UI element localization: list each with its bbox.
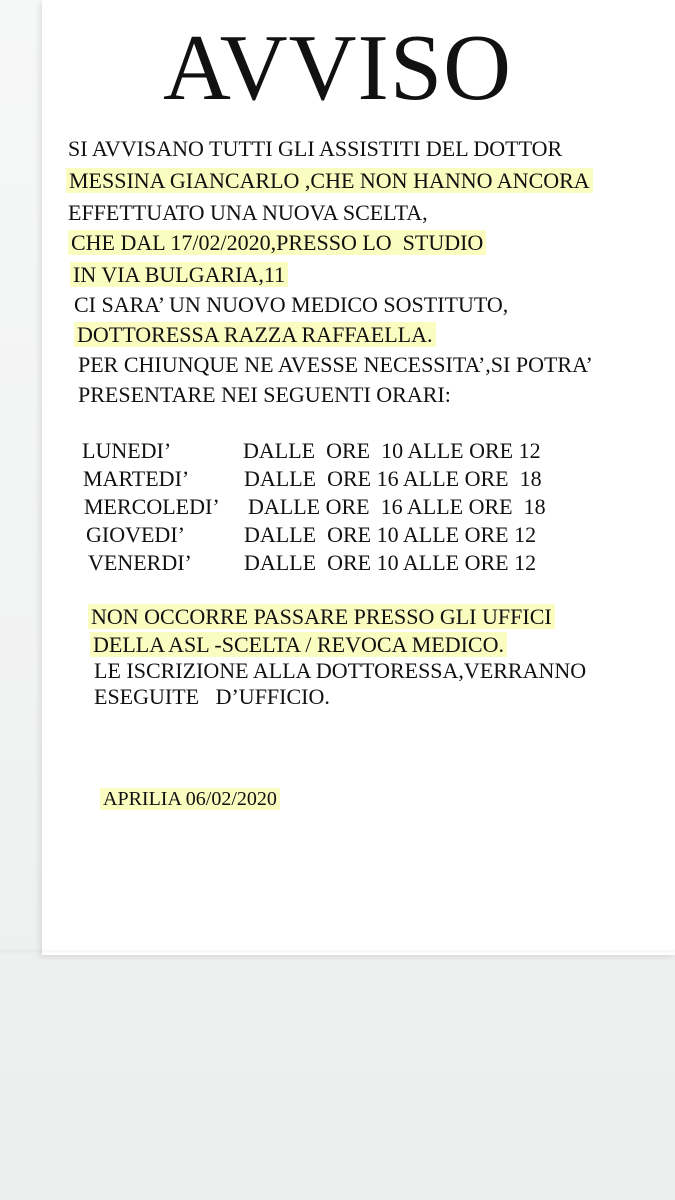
notice-line-1: SI AVVISANO TUTTI GLI ASSISTITI DEL DOTTOR: [68, 136, 563, 161]
notice-line-5: IN VIA BULGARIA,11: [70, 262, 288, 288]
schedule-day: GIOVEDI’: [86, 522, 185, 547]
schedule-day: LUNEDI’: [82, 438, 172, 463]
sheet-bottom-edge: [0, 950, 675, 954]
schedule-hours: DALLE ORE 16 ALLE ORE 18: [248, 494, 546, 519]
notice-line-6: CI SARA’ UN NUOVO MEDICO SOSTITUTO,: [74, 292, 509, 317]
notice-line-9: PRESENTARE NEI SEGUENTI ORARI:: [78, 382, 451, 407]
notice-title: AVVISO: [163, 16, 512, 120]
schedule-day: MARTEDI’: [83, 466, 190, 491]
notice-line-7: DOTTORESSA RAZZA RAFFAELLA.: [74, 322, 436, 348]
footer-line-2: DELLA ASL -SCELTA / REVOCA MEDICO.: [90, 632, 507, 658]
notice-line-3: EFFETTUATO UNA NUOVA SCELTA,: [68, 200, 428, 225]
schedule-hours: DALLE ORE 10 ALLE ORE 12: [243, 438, 541, 463]
schedule-hours: DALLE ORE 10 ALLE ORE 12: [244, 522, 537, 547]
footer-line-3: LE ISCRIZIONE ALLA DOTTORESSA,VERRANNO: [94, 658, 587, 683]
notice-line-8: PER CHIUNQUE NE AVESSE NECESSITA’,SI POTRA’: [78, 352, 593, 377]
notice-line-2: MESSINA GIANCARLO ,CHE NON HANNO ANCORA: [66, 168, 593, 194]
place-date: APRILIA 06/02/2020: [100, 786, 280, 812]
schedule-day: VENERDI’: [88, 550, 192, 575]
schedule-hours: DALLE ORE 10 ALLE ORE 12: [244, 550, 537, 575]
footer-line-1: NON OCCORRE PASSARE PRESSO GLI UFFICI: [88, 604, 555, 630]
notice-line-4: CHE DAL 17/02/2020,PRESSO LO STUDIO: [68, 230, 486, 256]
footer-line-4: ESEGUITE D’UFFICIO.: [94, 684, 330, 709]
schedule-hours: DALLE ORE 16 ALLE ORE 18: [244, 466, 542, 491]
schedule-day: MERCOLEDI’: [84, 494, 220, 519]
